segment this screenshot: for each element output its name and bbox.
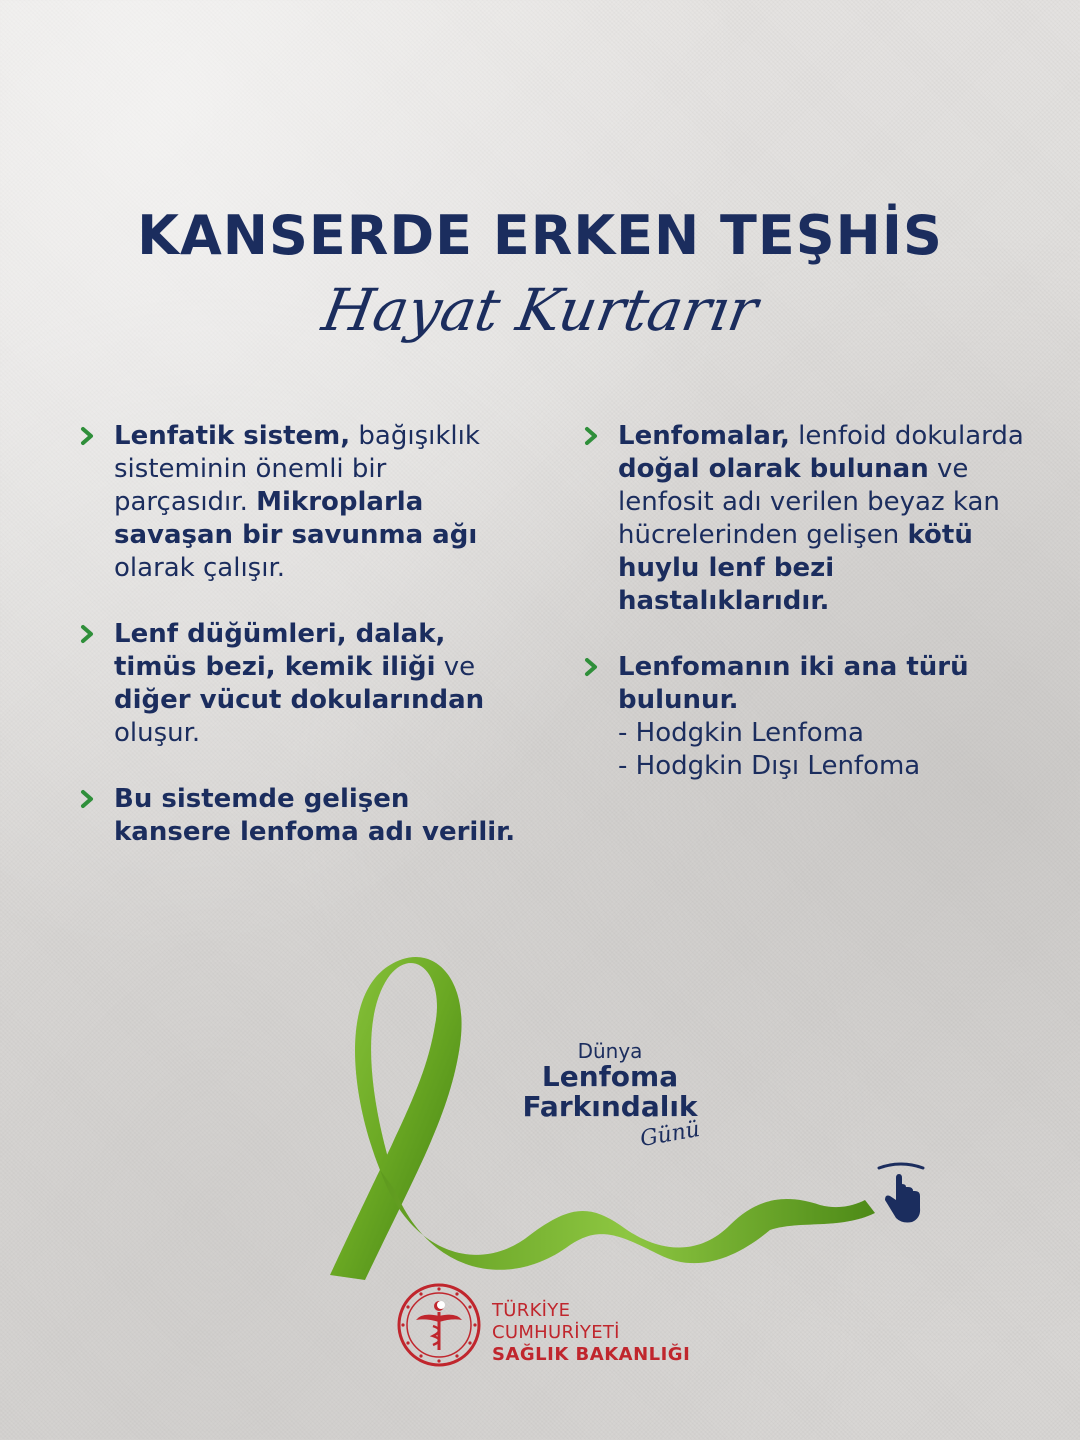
- bold-text: Lenfatik sistem,: [114, 421, 351, 451]
- bold-text: Lenfomanın iki ana türü bulunur.: [618, 652, 969, 715]
- bullet-text: [114, 618, 520, 750]
- list-item: - Hodgkin Lenfoma: [618, 718, 864, 748]
- awareness-day-line2: Lenfoma: [541, 1060, 679, 1093]
- bold-text: Mikroplarla savaşan bir savunma ağı: [114, 487, 478, 550]
- body-text: ve: [435, 652, 476, 682]
- left-column: [80, 420, 520, 882]
- ministry-logo: [396, 1282, 696, 1372]
- list-item: - Hodgkin Dışı Lenfoma: [618, 751, 921, 781]
- right-column: [584, 420, 1044, 816]
- chevron-right-icon: [584, 425, 600, 447]
- body-text: ve lenfosit adı verilen beyaz kan hücrelerinden gelişen: [618, 454, 1000, 550]
- bullet-text: [114, 783, 520, 849]
- bullet-item: [80, 618, 520, 750]
- awareness-day-line3: Farkındalık: [522, 1090, 698, 1123]
- awareness-day-line4: Günü: [638, 1116, 702, 1153]
- bold-text: doğal olarak bulunan: [618, 454, 929, 484]
- chevron-right-icon: [80, 788, 96, 810]
- ministry-line1: TÜRKİYE CUMHURİYETİ: [492, 1300, 620, 1343]
- bold-text: Lenfomalar,: [618, 421, 790, 451]
- page-subtitle: Hayat Kurtarır: [317, 276, 763, 344]
- lymphoma-types-list: [618, 717, 1044, 783]
- awareness-day-line1: Dünya: [577, 1039, 643, 1063]
- body-text: lenfoid dokularda: [789, 421, 1024, 451]
- bullet-item: [584, 420, 1044, 618]
- bullet-item: [80, 783, 520, 849]
- bullet-text: [114, 420, 520, 585]
- body-text: bağışıklık sisteminin önemli bir parçasıdır.: [114, 421, 480, 517]
- body-text: olarak çalışır.: [114, 553, 286, 583]
- chevron-right-icon: [584, 656, 600, 678]
- bullet-item: [584, 651, 1044, 783]
- bold-text: kötü huylu lenf bezi hastalıklarıdır.: [618, 520, 973, 616]
- hand-tap-icon: [876, 1160, 926, 1226]
- bullet-text: [618, 420, 1044, 618]
- ministry-name: [492, 1300, 696, 1366]
- ministry-emblem-icon: [396, 1282, 482, 1368]
- bullet-item: [80, 420, 520, 585]
- chevron-right-icon: [80, 623, 96, 645]
- ministry-line2: SAĞLIK BAKANLIĞI: [492, 1344, 691, 1365]
- awareness-day-badge: [500, 1039, 720, 1153]
- bold-text: Lenf düğümleri, dalak, timüs bezi, kemik iliği: [114, 619, 446, 682]
- bullet-text: [618, 651, 1044, 717]
- bold-text: Bu sistemde gelişen kansere lenfoma adı verilir.: [114, 784, 516, 847]
- bold-text: diğer vücut dokularından: [114, 685, 485, 715]
- body-text: oluşur.: [114, 718, 201, 748]
- page-title: KANSERDE ERKEN TEŞHİS: [137, 204, 943, 267]
- chevron-right-icon: [80, 425, 96, 447]
